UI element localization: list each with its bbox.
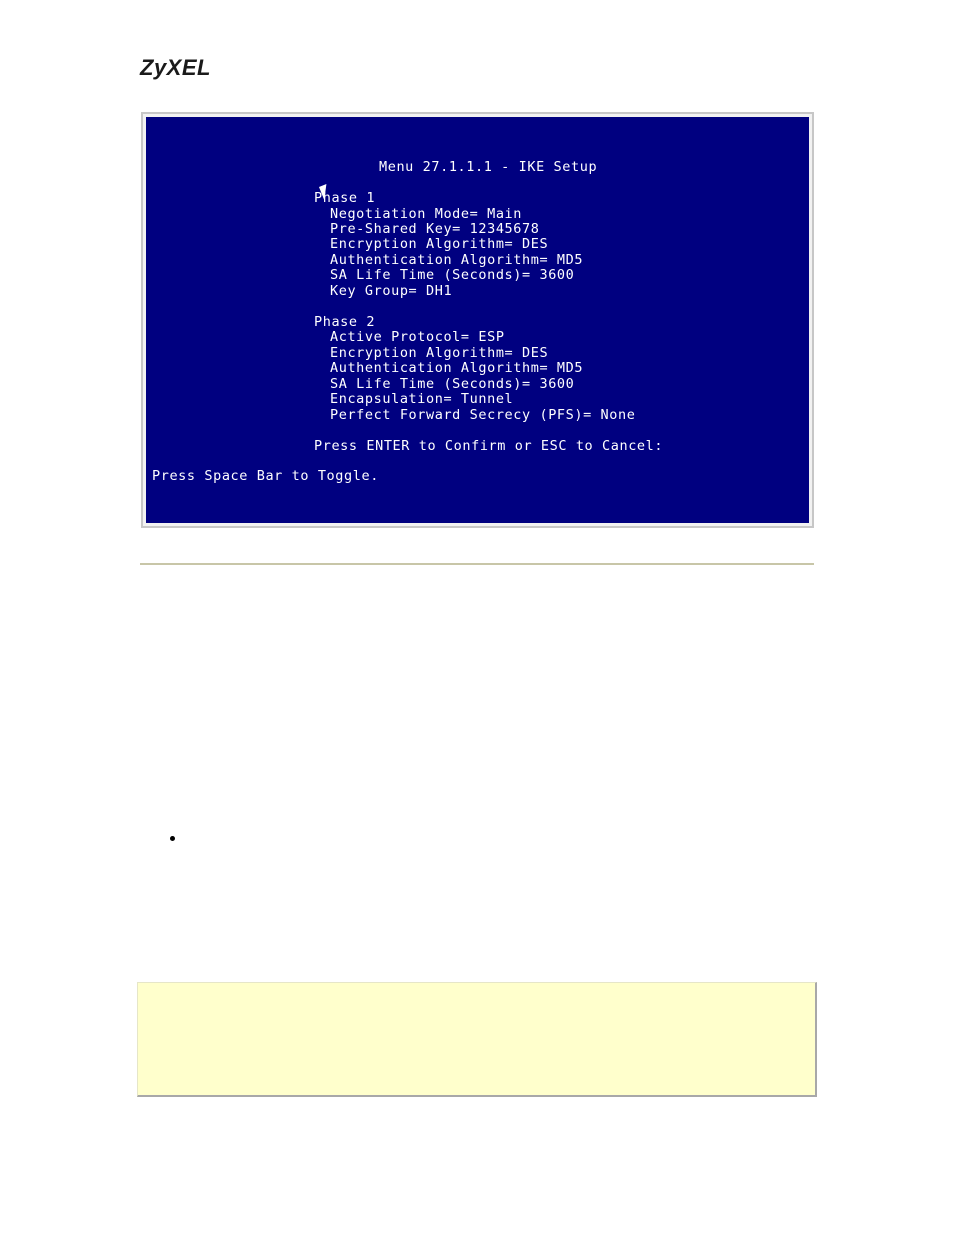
phase1-encryption-algorithm[interactable]: Encryption Algorithm= DES <box>330 236 549 252</box>
phase2-sa-life-time[interactable]: SA Life Time (Seconds)= 3600 <box>330 376 575 392</box>
phase1-pre-shared-key[interactable]: Pre-Shared Key= 12345678 <box>330 221 540 237</box>
note-box <box>137 982 817 1097</box>
phase2-active-protocol[interactable]: Active Protocol= ESP <box>330 329 505 345</box>
horizontal-divider <box>140 563 814 565</box>
phase1-key-group[interactable]: Key Group= DH1 <box>330 283 453 299</box>
phase2-pfs[interactable]: Perfect Forward Secrecy (PFS)= None <box>330 407 636 423</box>
zyxel-logo: ZyXEL <box>140 55 211 80</box>
phase1-authentication-algorithm[interactable]: Authentication Algorithm= MD5 <box>330 252 584 268</box>
phase2-authentication-algorithm[interactable]: Authentication Algorithm= MD5 <box>330 360 584 376</box>
phase1-sa-life-time[interactable]: SA Life Time (Seconds)= 3600 <box>330 267 575 283</box>
phase2-encryption-algorithm[interactable]: Encryption Algorithm= DES <box>330 345 549 361</box>
toggle-hint: Press Space Bar to Toggle. <box>152 468 379 484</box>
phase1-heading: Phase 1 <box>314 190 376 206</box>
phase1-negotiation-mode[interactable]: Negotiation Mode= Main <box>330 206 523 222</box>
terminal-screenshot <box>141 112 814 528</box>
menu-title: Menu 27.1.1.1 - IKE Setup <box>379 159 598 175</box>
phase2-encapsulation[interactable]: Encapsulation= Tunnel <box>330 391 514 407</box>
terminal-screen <box>143 114 812 526</box>
confirm-prompt: Press ENTER to Confirm or ESC to Cancel: <box>314 438 664 454</box>
phase2-heading: Phase 2 <box>314 314 376 330</box>
bullet-point-icon <box>170 836 175 841</box>
